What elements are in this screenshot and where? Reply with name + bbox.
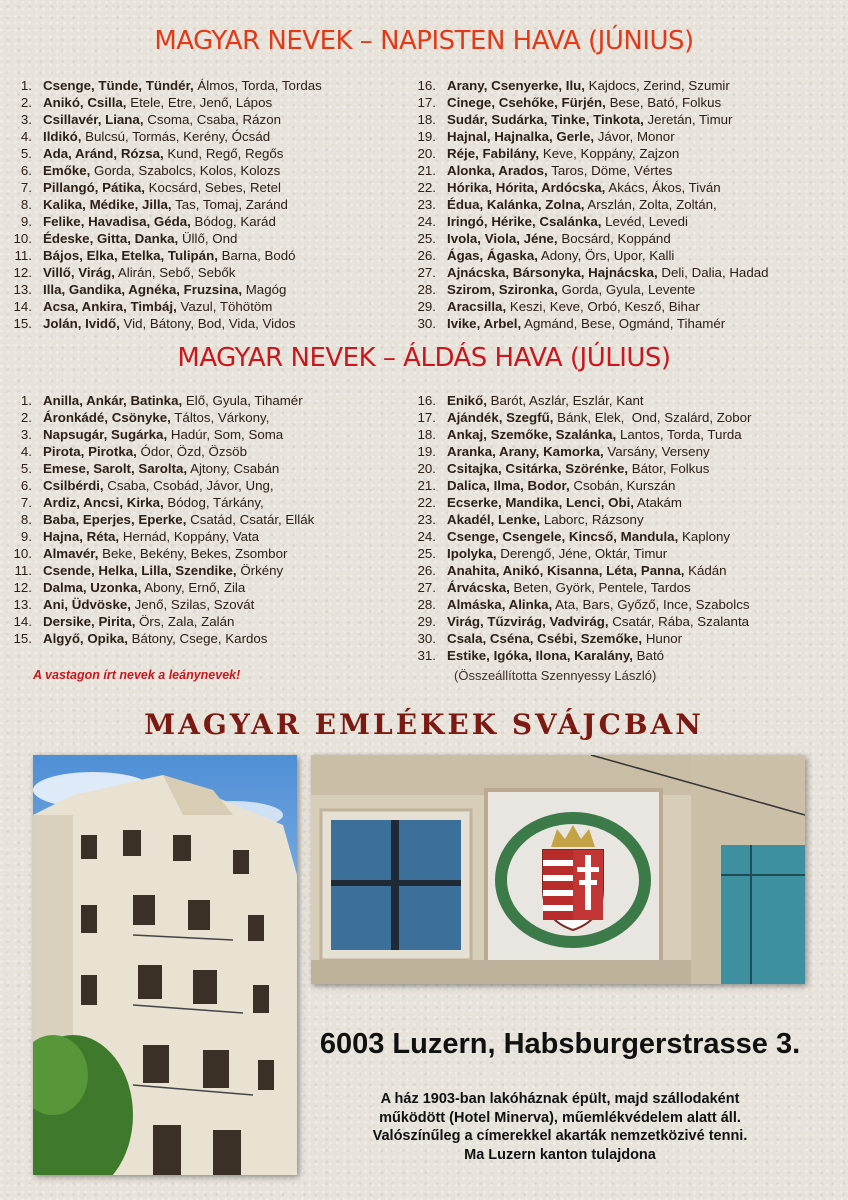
male-names: Hernád, Koppány, Vata	[119, 529, 260, 544]
building-description	[300, 1090, 820, 1164]
male-names: Csatád, Csatár, Ellák	[186, 512, 315, 527]
male-names: Derengő, Jéne, Oktár, Timur	[496, 546, 668, 561]
day-number: 8.	[20, 197, 32, 212]
name-day-row	[0, 128, 322, 145]
name-day-row	[404, 392, 751, 409]
day-number: 5.	[20, 146, 32, 161]
day-number: 21.	[417, 478, 436, 493]
name-day-row	[404, 613, 751, 630]
male-names: Elő, Gyula, Tihamér	[182, 393, 303, 408]
day-number: 22.	[417, 180, 436, 195]
name-day-row	[0, 426, 314, 443]
name-day-row	[404, 579, 751, 596]
name-day-row	[404, 162, 769, 179]
female-names: Ada, Aránd, Rózsa,	[43, 146, 164, 161]
name-day-row	[0, 392, 314, 409]
female-names: Enikő,	[447, 393, 487, 408]
day-number: 17.	[417, 410, 436, 425]
day-number: 24.	[417, 214, 436, 229]
male-names: Üllő, Ond	[178, 231, 238, 246]
name-day-row	[0, 409, 314, 426]
male-names: Arszlán, Zolta, Zoltán,	[584, 197, 717, 212]
female-names: Hórika, Hórita, Ardócska,	[447, 180, 606, 195]
male-names: Alirán, Sebő, Sebők	[114, 265, 236, 280]
name-day-row	[404, 511, 751, 528]
day-number: 30.	[417, 316, 436, 331]
male-names: Bánk, Elek, Ond, Szalárd, Zobor	[553, 410, 752, 425]
male-names: Csoma, Csaba, Rázon	[143, 112, 281, 127]
name-day-row	[404, 213, 769, 230]
day-number: 31.	[417, 648, 436, 663]
day-number: 11.	[14, 248, 32, 263]
female-names: Ardiz, Ancsi, Kirka,	[43, 495, 164, 510]
female-names: Emőke,	[43, 163, 91, 178]
female-names: Ecserke, Mandika, Lenci, Obi,	[447, 495, 634, 510]
name-day-row	[404, 443, 751, 460]
female-names: Emese, Sarolt, Sarolta,	[43, 461, 188, 476]
description-line: Valószínűleg a címerekkel akarták nemzetközivé tenni.	[372, 1128, 748, 1144]
swiss-section-title: MAGYAR EMLÉKEK SVÁJCBAN	[144, 708, 704, 741]
name-day-row	[0, 630, 314, 647]
name-day-row	[0, 613, 314, 630]
day-number: 14.	[13, 614, 32, 629]
name-day-row	[404, 528, 751, 545]
day-number: 22.	[417, 495, 436, 510]
male-names: Csobán, Kurszán	[569, 478, 676, 493]
name-day-row	[0, 247, 322, 264]
name-day-row	[0, 298, 322, 315]
male-names: Lantos, Torda, Turda	[616, 427, 742, 442]
male-names: Keve, Koppány, Zajzon	[539, 146, 680, 161]
female-names: Almáska, Alinka,	[447, 597, 553, 612]
male-names: Táltos, Várkony,	[170, 410, 270, 425]
female-names: Áronkádé, Csönyke,	[43, 410, 171, 425]
name-day-row	[0, 264, 322, 281]
name-day-row	[0, 196, 322, 213]
female-names: Pillangó, Pátika,	[43, 180, 145, 195]
male-names: Adony, Örs, Upor, Kalli	[537, 248, 675, 263]
male-names: Örs, Zala, Zalán	[135, 614, 235, 629]
male-names: Keszi, Keve, Orbó, Kesző, Bihar	[506, 299, 700, 314]
name-day-row	[0, 281, 322, 298]
day-number: 25.	[417, 546, 436, 561]
female-names: Pirota, Pirotka,	[43, 444, 137, 459]
name-day-row	[0, 494, 314, 511]
name-day-row	[0, 562, 314, 579]
male-names: Levéd, Levedi	[601, 214, 688, 229]
female-names: Ivola, Viola, Jéne,	[447, 231, 558, 246]
day-number: 18.	[417, 112, 436, 127]
bold-names-note: A vastagon írt nevek a leánynevek!	[33, 668, 241, 682]
day-number: 3.	[20, 427, 32, 442]
name-day-row	[404, 77, 769, 94]
male-names: Laborc, Rázsony	[540, 512, 644, 527]
male-names: Örkény	[236, 563, 284, 578]
female-names: Dersike, Pirita,	[43, 614, 136, 629]
name-day-row	[0, 477, 314, 494]
day-number: 2.	[20, 95, 32, 110]
name-day-row	[404, 562, 751, 579]
day-number: 17.	[417, 95, 436, 110]
day-number: 30.	[417, 631, 436, 646]
male-names: Abony, Ernő, Zila	[141, 580, 246, 595]
day-number: 5.	[20, 461, 32, 476]
female-names: Ildikó,	[43, 129, 82, 144]
female-names: Édua, Kalánka, Zolna,	[447, 197, 585, 212]
day-number: 6.	[20, 163, 32, 178]
male-names: Csatár, Rába, Szalanta	[608, 614, 750, 629]
female-names: Csillavér, Liana,	[43, 112, 144, 127]
day-number: 9.	[20, 214, 32, 229]
description-line: A ház 1903-ban lakóháznak épült, majd szállodaként	[380, 1091, 740, 1107]
male-names: Jeretán, Timur	[643, 112, 733, 127]
name-day-row	[0, 315, 322, 332]
male-names: Hadúr, Som, Soma	[167, 427, 284, 442]
day-number: 10.	[13, 546, 32, 561]
female-names: Ivike, Arbel,	[447, 316, 522, 331]
female-names: Csitajka, Csitárka, Szörénke,	[447, 461, 629, 476]
day-number: 1.	[20, 78, 32, 93]
female-names: Arany, Csenyerke, Ilu,	[447, 78, 585, 93]
female-names: Jolán, Ividő,	[43, 316, 120, 331]
female-names: Hajnal, Hajnalka, Gerle,	[447, 129, 595, 144]
female-names: Ani, Üdvöske,	[43, 597, 131, 612]
female-names: Sudár, Sudárka, Tinke, Tinkota,	[447, 112, 644, 127]
june-right-list	[404, 77, 769, 332]
male-names: Kajdocs, Zerind, Szumir	[584, 78, 730, 93]
day-number: 16.	[417, 78, 436, 93]
day-number: 21.	[417, 163, 436, 178]
day-number: 13.	[13, 282, 32, 297]
day-number: 13.	[13, 597, 32, 612]
name-day-row	[404, 179, 769, 196]
day-number: 16.	[417, 393, 436, 408]
name-day-row	[404, 196, 769, 213]
female-names: Ajnácska, Bársonyka, Hajnácska,	[447, 265, 658, 280]
male-names: Gorda, Gyula, Levente	[557, 282, 696, 297]
name-day-row	[0, 545, 314, 562]
male-names: Bocsárd, Koppánd	[557, 231, 671, 246]
female-names: Anilla, Ankár, Batinka,	[43, 393, 183, 408]
day-number: 15.	[13, 631, 32, 646]
day-number: 29.	[417, 614, 436, 629]
male-names: Beten, Györk, Pentele, Tardos	[509, 580, 691, 595]
name-day-row	[0, 579, 314, 596]
male-names: Bódog, Karád	[190, 214, 276, 229]
name-day-row	[404, 128, 769, 145]
name-day-row	[0, 111, 322, 128]
name-day-row	[0, 179, 322, 196]
day-number: 25.	[417, 231, 436, 246]
male-names: Kund, Regő, Regős	[163, 146, 284, 161]
day-number: 1.	[20, 393, 32, 408]
female-names: Csilbérdi,	[43, 478, 104, 493]
july-right-list	[404, 392, 751, 664]
male-names: Bátor, Folkus	[628, 461, 710, 476]
female-names: Anikó, Csilla,	[43, 95, 127, 110]
name-day-row	[404, 111, 769, 128]
day-number: 10.	[13, 231, 32, 246]
female-names: Dalica, Ilma, Bodor,	[447, 478, 570, 493]
female-names: Ajándék, Szegfű,	[447, 410, 554, 425]
female-names: Kalika, Médike, Jilla,	[43, 197, 172, 212]
female-names: Akadél, Lenke,	[447, 512, 541, 527]
day-number: 24.	[417, 529, 436, 544]
day-number: 27.	[417, 265, 436, 280]
male-names: Kaplony	[678, 529, 731, 544]
address: 6003 Luzern, Habsburgerstrasse 3.	[319, 1028, 801, 1060]
male-names: Bódog, Tárkány,	[163, 495, 264, 510]
coat-of-arms-photo	[311, 755, 805, 984]
name-day-row	[0, 460, 314, 477]
name-day-row	[0, 511, 314, 528]
name-day-row	[404, 630, 751, 647]
day-number: 7.	[20, 180, 32, 195]
male-names: Taros, Döme, Vértes	[547, 163, 673, 178]
name-day-row	[0, 596, 314, 613]
female-names: Acsa, Ankira, Timbáj,	[43, 299, 177, 314]
male-names: Etele, Etre, Jenő, Lápos	[126, 95, 273, 110]
male-names: Barna, Bodó	[217, 248, 296, 263]
day-number: 28.	[417, 282, 436, 297]
female-names: Baba, Eperjes, Eperke,	[43, 512, 187, 527]
description-line: Ma Luzern kanton tulajdona	[464, 1146, 656, 1163]
female-names: Ankaj, Szemőke, Szalánka,	[447, 427, 617, 442]
name-day-row	[404, 247, 769, 264]
male-names: Akács, Ákos, Tiván	[605, 180, 721, 195]
female-names: Csala, Cséna, Csébi, Szemőke,	[447, 631, 643, 646]
day-number: 3.	[20, 112, 32, 127]
day-number: 6.	[20, 478, 32, 493]
name-day-row	[404, 477, 751, 494]
male-names: Bulcsú, Tormás, Kerény, Ócsád	[81, 129, 271, 144]
female-names: Virág, Tűzvirág, Vadvirág,	[447, 614, 609, 629]
male-names: Csaba, Csobád, Jávor, Ung,	[103, 478, 274, 493]
female-names: Cinege, Csehőke, Fürjén,	[447, 95, 606, 110]
female-names: Szirom, Szironka,	[447, 282, 558, 297]
name-day-row	[404, 264, 769, 281]
female-names: Csenge, Tünde, Tündér,	[43, 78, 194, 93]
name-day-row	[404, 409, 751, 426]
name-day-row	[0, 162, 322, 179]
male-names: Álmos, Torda, Tordas	[193, 78, 322, 93]
name-day-row	[404, 281, 769, 298]
male-names: Barót, Aszlár, Eszlár, Kant	[486, 393, 644, 408]
day-number: 19.	[417, 444, 436, 459]
june-left-list	[0, 77, 322, 332]
male-names: Kocsárd, Sebes, Retel	[144, 180, 281, 195]
day-number: 14.	[13, 299, 32, 314]
female-names: Réje, Fabilány,	[447, 146, 540, 161]
male-names: Vid, Bátony, Bod, Vida, Vidos	[119, 316, 296, 331]
day-number: 4.	[20, 444, 32, 459]
male-names: Ata, Bars, Győző, Ince, Szabolcs	[552, 597, 750, 612]
day-number: 23.	[417, 512, 436, 527]
description-line: működött (Hotel Minerva), műemlékvédelem alatt áll.	[379, 1109, 741, 1126]
name-day-row	[404, 298, 769, 315]
female-names: Árvácska,	[447, 580, 510, 595]
female-names: Ágas, Ágaska,	[447, 248, 538, 263]
name-day-row	[404, 94, 769, 111]
day-number: 29.	[417, 299, 436, 314]
female-names: Napsugár, Sugárka,	[43, 427, 168, 442]
female-names: Alonka, Arados,	[447, 163, 548, 178]
female-names: Iringó, Hérike, Csalánka,	[447, 214, 602, 229]
female-names: Bájos, Elka, Etelka, Tulipán,	[43, 248, 218, 263]
name-day-row	[0, 94, 322, 111]
day-number: 7.	[20, 495, 32, 510]
female-names: Algyő, Opika,	[43, 631, 128, 646]
day-number: 28.	[417, 597, 436, 612]
day-number: 23.	[417, 197, 436, 212]
male-names: Bátony, Csege, Kardos	[127, 631, 268, 646]
day-number: 11.	[14, 563, 32, 578]
day-number: 12.	[13, 265, 32, 280]
female-names: Illa, Gandika, Agnéka, Fruzsina,	[43, 282, 243, 297]
male-names: Vazul, Töhötöm	[176, 299, 273, 314]
male-names: Beke, Bekény, Bekes, Zsombor	[98, 546, 288, 561]
male-names: Gorda, Szabolcs, Kolos, Kolozs	[90, 163, 281, 178]
female-names: Aranka, Arany, Kamorka,	[447, 444, 604, 459]
male-names: Tas, Tomaj, Zaránd	[171, 197, 288, 212]
day-number: 2.	[20, 410, 32, 425]
female-names: Villő, Virág,	[43, 265, 115, 280]
female-names: Aracsilla,	[447, 299, 507, 314]
male-names: Jávor, Monor	[594, 129, 675, 144]
female-names: Csende, Helka, Lilla, Szendike,	[43, 563, 237, 578]
male-names: Deli, Dalia, Hadad	[657, 265, 769, 280]
day-number: 4.	[20, 129, 32, 144]
name-day-row	[404, 315, 769, 332]
name-day-row	[0, 77, 322, 94]
day-number: 19.	[417, 129, 436, 144]
day-number: 26.	[417, 248, 436, 263]
july-left-list	[0, 392, 314, 647]
name-day-row	[404, 230, 769, 247]
name-day-row	[404, 460, 751, 477]
name-day-row	[0, 528, 314, 545]
name-day-row	[0, 213, 322, 230]
july-title: MAGYAR NEVEK – ÁLDÁS HAVA (JÚLIUS)	[177, 343, 671, 373]
name-day-row	[404, 545, 751, 562]
name-day-row	[404, 596, 751, 613]
female-names: Almavér,	[43, 546, 99, 561]
day-number: 9.	[20, 529, 32, 544]
day-number: 18.	[417, 427, 436, 442]
day-number: 27.	[417, 580, 436, 595]
male-names: Varsány, Verseny	[603, 444, 710, 459]
name-day-row	[0, 443, 314, 460]
female-names: Anahita, Anikó, Kisanna, Léta, Panna,	[447, 563, 685, 578]
female-names: Felike, Havadisa, Géda,	[43, 214, 191, 229]
female-names: Estike, Igóka, Ilona, Karalány,	[447, 648, 633, 663]
female-names: Ipolyka,	[447, 546, 497, 561]
name-day-row	[404, 647, 751, 664]
female-names: Édeske, Gitta, Danka,	[43, 231, 179, 246]
male-names: Ajtony, Csabán	[187, 461, 280, 476]
male-names: Bese, Bató, Folkus	[605, 95, 722, 110]
day-number: 26.	[417, 563, 436, 578]
day-number: 20.	[417, 146, 436, 161]
building-photo	[33, 755, 297, 1175]
female-names: Dalma, Uzonka,	[43, 580, 142, 595]
female-names: Csenge, Csengele, Kincső, Mandula,	[447, 529, 679, 544]
name-day-row	[0, 145, 322, 162]
compiler-credit: (Összeállította Szennyessy László)	[454, 668, 657, 683]
male-names: Hunor	[642, 631, 683, 646]
day-number: 12.	[13, 580, 32, 595]
male-names: Jenő, Szilas, Szovát	[130, 597, 255, 612]
male-names: Agmánd, Bese, Ogmánd, Tihamér	[521, 316, 726, 331]
day-number: 15.	[13, 316, 32, 331]
day-number: 20.	[417, 461, 436, 476]
day-number: 8.	[20, 512, 32, 527]
male-names: Bató	[632, 648, 665, 663]
name-day-row	[404, 145, 769, 162]
male-names: Kádán	[684, 563, 727, 578]
name-day-row	[404, 426, 751, 443]
male-names: Ódor, Özd, Özsöb	[136, 444, 247, 459]
name-day-row	[404, 494, 751, 511]
june-title: MAGYAR NEVEK – NAPISTEN HAVA (JÚNIUS)	[154, 26, 694, 56]
male-names: Atakám	[633, 495, 683, 510]
name-day-row	[0, 230, 322, 247]
male-names: Magóg	[242, 282, 287, 297]
female-names: Hajna, Réta,	[43, 529, 120, 544]
